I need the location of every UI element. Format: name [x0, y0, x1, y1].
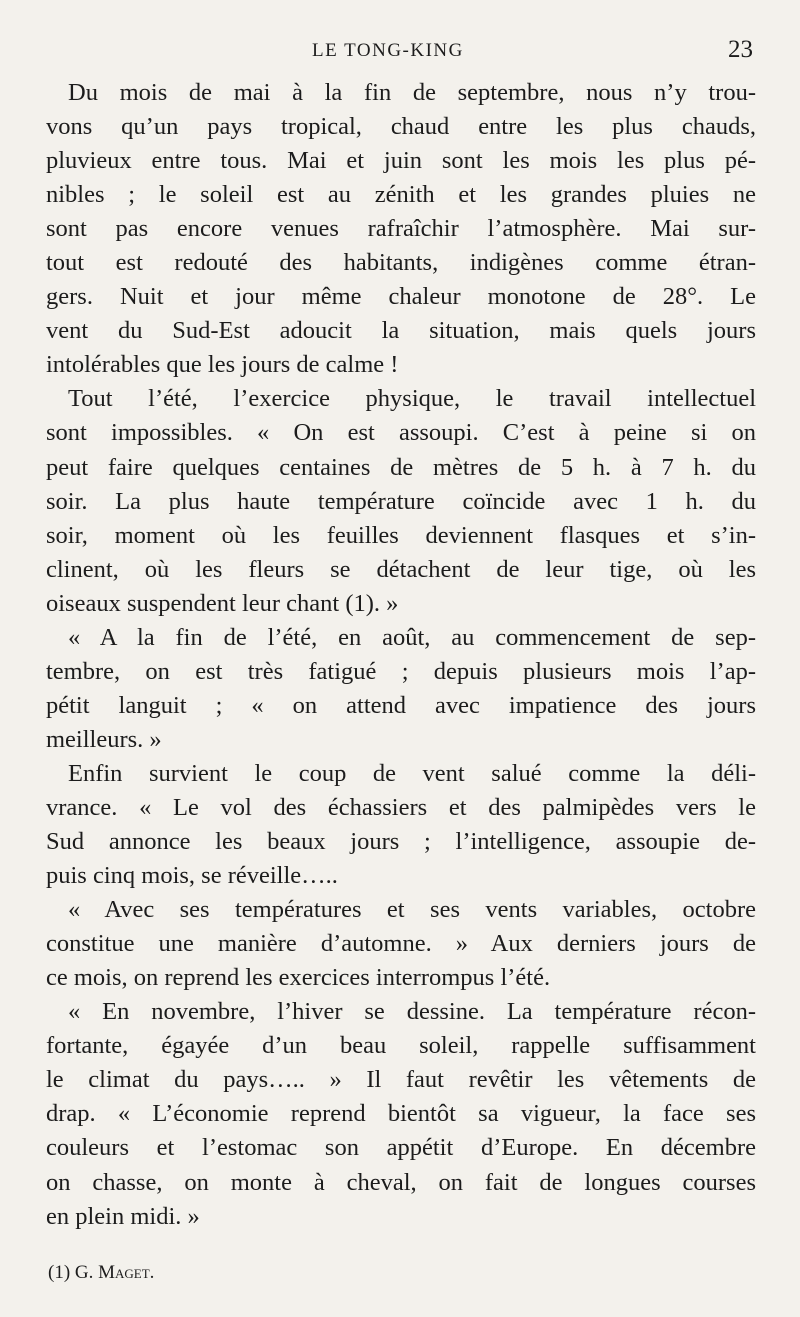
text-line: sont pas encore venues rafraîchir l’atmosphère. Mai sur-: [46, 215, 756, 243]
page-number: 23: [728, 36, 753, 63]
text-line: fortante, égayée d’un beau soleil, rappelle suffisamment: [46, 1032, 756, 1060]
text-line: intolérables que les jours de calme !: [46, 351, 399, 379]
text-line: soir. La plus haute température coïncide avec 1 h. du: [46, 487, 756, 515]
text-line: clinent, où les fleurs se détachent de leur tige, où les: [46, 555, 756, 583]
footnote: [48, 1262, 154, 1284]
text-line: en plein midi. »: [46, 1202, 200, 1230]
text-line: meilleurs. »: [46, 725, 162, 753]
paragraph-2: [46, 382, 756, 620]
text-line: vons qu’un pays tropical, chaud entre les plus chauds,: [46, 113, 756, 141]
text-line: tembre, on est très fatigué ; depuis plusieurs mois l’ap-: [46, 657, 756, 685]
text-line: on chasse, on monte à cheval, on fait de longues courses: [46, 1168, 756, 1196]
text-line: le climat du pays….. » Il faut revêtir les vêtements de: [46, 1066, 756, 1094]
text-line: Enfin survient le coup de vent salué comme la déli-: [68, 759, 756, 787]
text-line: sont impossibles. « On est assoupi. C’est à peine si on: [46, 419, 756, 447]
text-line: « En novembre, l’hiver se dessine. La température récon-: [68, 998, 756, 1026]
text-line: gers. Nuit et jour même chaleur monotone de 28°. Le: [46, 283, 756, 311]
text-line: « Avec ses températures et ses vents variables, octobre: [68, 896, 756, 924]
paragraph-1: [46, 76, 756, 382]
text-line: tout est redouté des habitants, indigènes comme étran-: [46, 249, 756, 277]
text-line: soir, moment où les feuilles deviennent flasques et s’in-: [46, 521, 756, 549]
text-line: drap. « L’économie reprend bientôt sa vigueur, la face ses: [46, 1100, 756, 1128]
footnote-marker: (1): [48, 1262, 71, 1283]
text-line: Tout l’été, l’exercice physique, le travail intellectuel: [68, 385, 756, 413]
text-line: constitue une manière d’automne. » Aux derniers jours de: [46, 930, 756, 958]
text-line: Sud annonce les beaux jours ; l’intelligence, assoupie de-: [46, 828, 756, 856]
body-text: [46, 76, 756, 1234]
paragraph-4: [46, 757, 756, 893]
text-line: oiseaux suspendent leur chant (1). »: [46, 589, 399, 617]
text-line: pétit languit ; « on attend avec impatience des jours: [46, 691, 756, 719]
text-line: peut faire quelques centaines de mètres de 5 h. à 7 h. du: [46, 453, 756, 481]
footnote-author: G. Maget.: [74, 1262, 155, 1283]
paragraph-5: [46, 893, 756, 995]
text-line: ce mois, on reprend les exercices interrompus l’été.: [46, 964, 551, 992]
text-line: pluvieux entre tous. Mai et juin sont les mois les plus pé-: [46, 147, 756, 175]
text-line: Du mois de mai à la fin de septembre, nous n’y trou-: [68, 79, 756, 106]
page-header: [0, 36, 800, 72]
text-line: vrance. « Le vol des échassiers et des palmipèdes vers le: [46, 793, 756, 821]
text-line: « A la fin de l’été, en août, au commencement de sep-: [68, 623, 756, 651]
text-line: vent du Sud-Est adoucit la situation, mais quels jours: [46, 317, 756, 345]
text-line: couleurs et l’estomac son appétit d’Europe. En décembre: [46, 1134, 756, 1162]
paragraph-6: [46, 995, 756, 1233]
text-line: puis cinq mois, se réveille…..: [46, 862, 338, 890]
running-head: LE TONG-KING: [312, 40, 464, 61]
paragraph-3: [46, 621, 756, 757]
text-line: nibles ; le soleil est au zénith et les grandes pluies ne: [46, 181, 756, 209]
